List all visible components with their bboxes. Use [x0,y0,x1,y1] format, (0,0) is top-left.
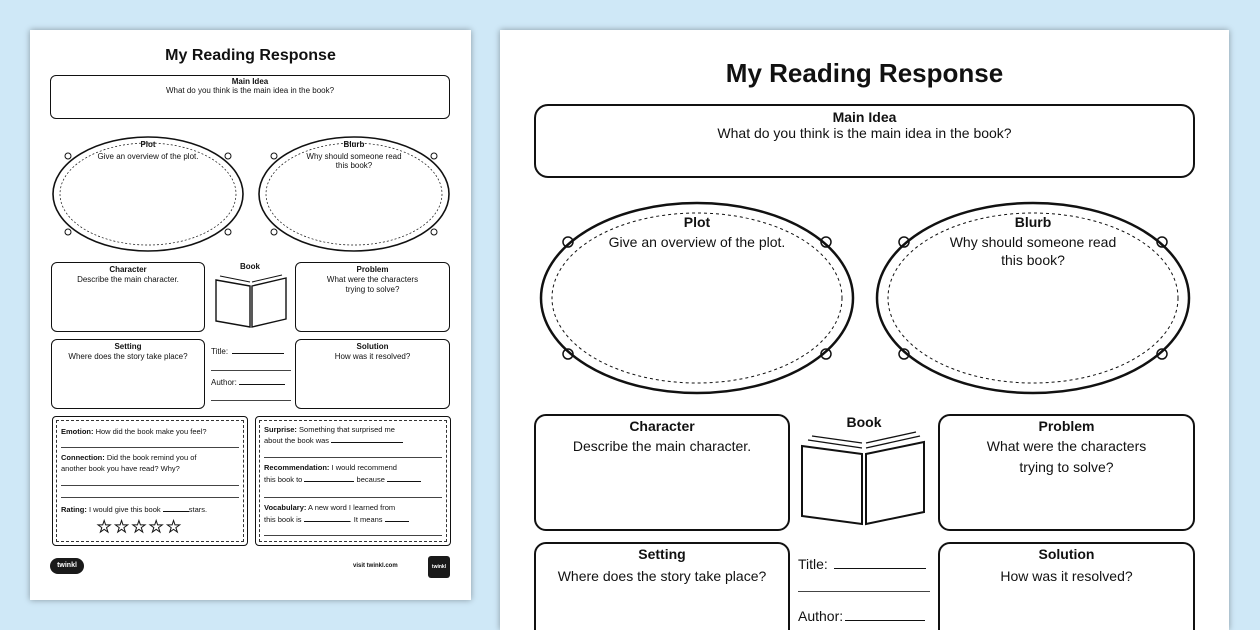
vocabulary-row-2 [264,515,409,524]
title-label-large: Title: [798,556,828,572]
blurb-prompt-small-1: Why should someone read [306,152,402,161]
character-box-small [51,262,205,332]
character-heading-large: Character [629,418,695,434]
book-icon-small [212,274,290,329]
reflection-ticket-right [255,416,451,546]
title-label-small: Title: [211,347,229,356]
reflection-ticket-left [52,416,248,546]
star-icon[interactable]: ★ [166,519,184,536]
character-heading-small: Character [109,265,147,274]
plot-text-small [50,140,246,161]
book-heading-large: Book [846,414,882,430]
connection-line-2[interactable] [61,497,239,498]
connection-row [61,453,196,462]
character-box-large [534,414,790,531]
rating-end: stars. [188,505,208,514]
connection-label: Connection: [61,453,105,462]
emotion-row [61,427,207,436]
blurb-prompt-large-1: Why should someone read [949,234,1117,250]
vocabulary-label: Vocabulary: [264,503,307,512]
plot-heading-small: Plot [140,140,156,149]
solution-prompt-large: How was it resolved? [1000,568,1133,584]
main-idea-prompt-large: What do you think is the main idea in the book? [717,125,1012,141]
solution-box-small [295,339,450,409]
plot-prompt-large: Give an overview of the plot. [608,234,786,250]
connection-line-1[interactable] [61,485,239,486]
author-line-2-small [211,400,291,401]
recommendation-text: I would recommend [331,463,397,472]
star-icon[interactable]: ★ [131,519,150,536]
solution-heading-small: Solution [356,342,389,351]
recommendation-to: this book to [264,475,303,484]
footer-url: visit twinkl.com [353,563,398,569]
surprise-text-2: about the book was [264,436,330,445]
surprise-row [264,425,395,434]
title-field-large[interactable] [798,556,926,572]
blurb-text-large [872,214,1194,268]
setting-heading-large: Setting [638,546,686,562]
surprise-text-1: Something that surprised me [299,425,395,434]
character-prompt-large: Describe the main character. [572,438,752,454]
setting-box-small [51,339,205,409]
connection-text-1: Did the book remind you of [106,453,197,462]
recommendation-row [264,463,397,472]
recommendation-label: Recommendation: [264,463,330,472]
blurb-text-small [256,140,452,170]
twinkl-logo: twinkl [50,558,84,574]
vocabulary-means: . It means [349,515,383,524]
character-prompt-small: Describe the main character. [77,275,179,284]
setting-box-large [534,542,790,630]
title-line-2-large [798,591,930,592]
rating-row [61,505,207,514]
blurb-prompt-small-2: this book? [335,161,373,170]
book-heading-small: Book [240,262,260,271]
main-idea-heading-large: Main Idea [832,109,897,125]
problem-prompt-small-1: What were the characters [326,275,419,284]
problem-heading-large: Problem [1038,418,1095,434]
surprise-label: Surprise: [264,425,297,434]
book-icon-large [798,434,930,526]
title-field-small[interactable] [211,347,284,356]
surprise-text-2-row [264,436,403,445]
setting-heading-small: Setting [114,342,142,351]
blurb-heading-small: Blurb [343,140,365,149]
star-icon[interactable]: ★ [149,519,167,536]
solution-prompt-small: How was it resolved? [334,352,411,361]
main-idea-heading: Main Idea [231,77,269,86]
blurb-prompt-large-2: this book? [1001,252,1065,268]
solution-box-large [938,542,1195,630]
plot-text-large [536,214,858,250]
recommendation-because: because [356,475,385,484]
emotion-text: How did the book make you feel? [95,427,207,436]
worksheet-preview-small [30,30,471,600]
main-idea-prompt: What do you think is the main idea in the book? [165,86,335,95]
plot-heading-large: Plot [683,214,711,230]
problem-prompt-small-2: trying to solve? [345,285,400,294]
vocabulary-line[interactable] [264,535,442,536]
problem-heading-small: Problem [356,265,389,274]
author-label-small: Author: [211,378,237,387]
author-label-large: Author: [798,608,844,624]
worksheet-zoomed [500,30,1229,630]
plot-prompt-small: Give an overview of the plot. [97,152,199,161]
author-field-small[interactable] [211,378,285,387]
emotion-label: Emotion: [61,427,94,436]
main-idea-box [50,75,450,119]
setting-prompt-small: Where does the story take place? [68,352,188,361]
emotion-line[interactable] [61,447,239,448]
page-title: My Reading Response [165,47,336,64]
problem-prompt-large-1: What were the characters [986,438,1147,454]
star-icon[interactable]: ★ [97,519,115,536]
surprise-line[interactable] [264,457,442,458]
setting-prompt-large: Where does the story take place? [557,568,767,584]
connection-text-2: another book you have read? Why? [61,464,180,473]
main-idea-box-large [534,104,1195,178]
blurb-heading-large: Blurb [1014,214,1052,230]
vocabulary-is: this book is [264,515,302,524]
solution-heading-large: Solution [1038,546,1095,562]
problem-prompt-large-2: trying to solve? [1019,459,1114,475]
title-line-2-small [211,370,291,371]
author-field-large[interactable] [798,608,925,624]
rating-label: Rating: [61,505,87,514]
recommendation-line[interactable] [264,497,442,498]
rating-text: I would give this book [88,505,161,514]
page-title-large: My Reading Response [725,58,1004,88]
rating-stars [97,517,184,537]
problem-box-small [295,262,450,332]
twinkl-badge: twinkl [428,556,450,578]
recommendation-row-2 [264,475,421,484]
problem-box-large [938,414,1195,531]
star-icon[interactable]: ★ [114,519,132,536]
vocabulary-row [264,503,395,512]
vocabulary-text: A new word I learned from [308,503,396,512]
